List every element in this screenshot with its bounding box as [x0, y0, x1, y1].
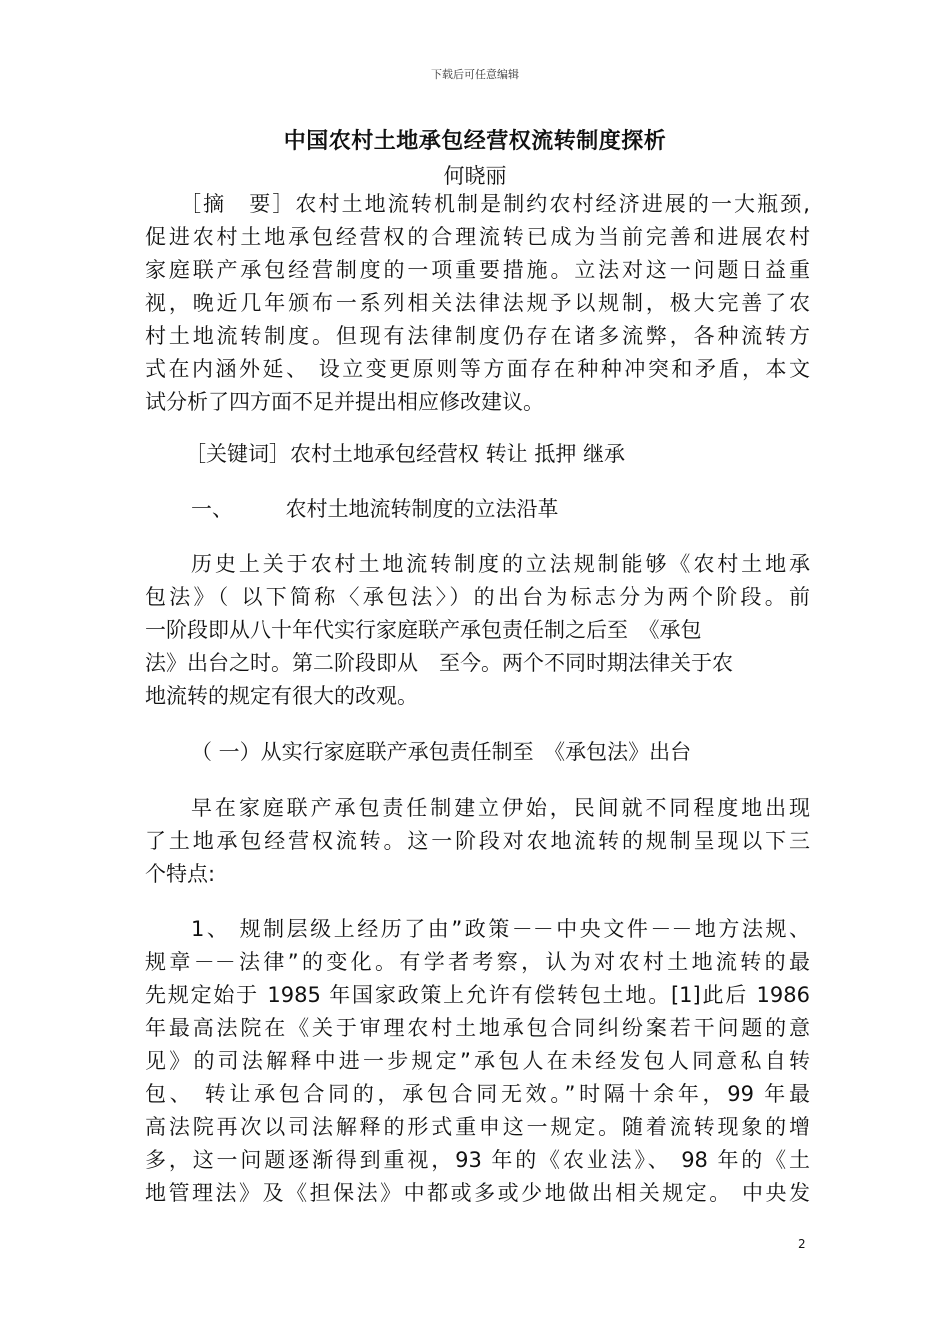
section-heading	[145, 493, 810, 526]
text-line: 包、 转让承包合同的，承包合同无效。”时隔十余年，99 年最	[145, 1082, 810, 1106]
body-paragraph-3	[145, 913, 810, 1210]
document-title: 中国农村土地承包经营权流转制度探析	[283, 129, 667, 154]
text-line: 式在内涵外延、 设立变更原则等方面存在种种冲突和矛盾，本文	[145, 357, 810, 381]
text-line: 高法院再次以司法解释的形式重申这一规定。随着流转现象的增	[145, 1115, 810, 1139]
text-line: 地管理法》及《担保法》中都或多或少地做出相关规定。 中央发	[145, 1181, 810, 1205]
author-name: 何晓丽	[443, 164, 507, 188]
text-line: （ 一）从实行家庭联产承包责任制至 《承包法》出台	[191, 740, 692, 764]
body-paragraph-2	[145, 792, 810, 891]
text-line: 包法》（ 以下简称〈承包法〉）的出台为标志分为两个阶段。前	[145, 585, 810, 609]
subsection-heading	[145, 736, 810, 769]
text-line: 一、 农村土地流转制度的立法沿革	[191, 497, 559, 521]
text-line: 多，这一问题逐渐得到重视，93 年的《农业法》、 98 年的《土	[145, 1148, 810, 1172]
page-number: 2	[798, 1237, 806, 1251]
header-note: 下载后可任意编辑	[431, 68, 519, 81]
text-line: 视，晚近几年颁布一系列相关法律法规予以规制，极大完善了农	[145, 291, 810, 315]
text-line: 一阶段即从八十年代实行家庭联产承包责任制之后至 《承包	[145, 618, 702, 642]
text-line: 早在家庭联产承包责任制建立伊始，民间就不同程度地出现	[191, 796, 810, 820]
text-line: 试分析了四方面不足并提出相应修改建议。	[145, 390, 544, 414]
text-line: ［关键词］农村土地承包经营权 转让 抵押 继承	[185, 442, 626, 466]
text-line: 法》出台之时。第二阶段即从 至今。两个不同时期法律关于农	[145, 651, 733, 675]
text-line: 村土地流转制度。但现有法律制度仍存在诸多流弊，各种流转方	[145, 324, 810, 348]
abstract-paragraph	[145, 188, 810, 419]
text-line: 个特点:	[145, 862, 216, 886]
text-line: 促进农村土地承包经营权的合理流转已成为当前完善和进展农村	[145, 225, 810, 249]
text-line: 了土地承包经营权流转。这一阶段对农地流转的规制呈现以下三	[145, 829, 810, 853]
keywords-line	[145, 438, 810, 471]
text-line: 地流转的规定有很大的改观。	[145, 684, 418, 708]
text-line: 1、 规制层级上经历了由”政策－－中央文件－－地方法规、	[191, 917, 810, 941]
text-line: 见》的司法解释中进一步规定”承包人在未经发包人同意私自转	[145, 1049, 810, 1073]
body-paragraph-1	[145, 548, 810, 713]
text-line: 先规定始于 1985 年国家政策上允许有偿转包土地。[1]此后 1986	[145, 983, 810, 1007]
text-line: 年最高法院在《关于审理农村土地承包合同纠纷案若干问题的意	[145, 1016, 810, 1040]
text-line: 历史上关于农村土地流转制度的立法规制能够《农村土地承	[191, 552, 810, 576]
text-line: 家庭联产承包经营制度的一项重要措施。立法对这一问题日益重	[145, 258, 810, 282]
text-line: 规章－－法律”的变化。有学者考察，认为对农村土地流转的最	[145, 950, 810, 974]
text-line: ［摘 要］农村土地流转机制是制约农村经济进展的一大瓶颈,	[180, 192, 810, 216]
